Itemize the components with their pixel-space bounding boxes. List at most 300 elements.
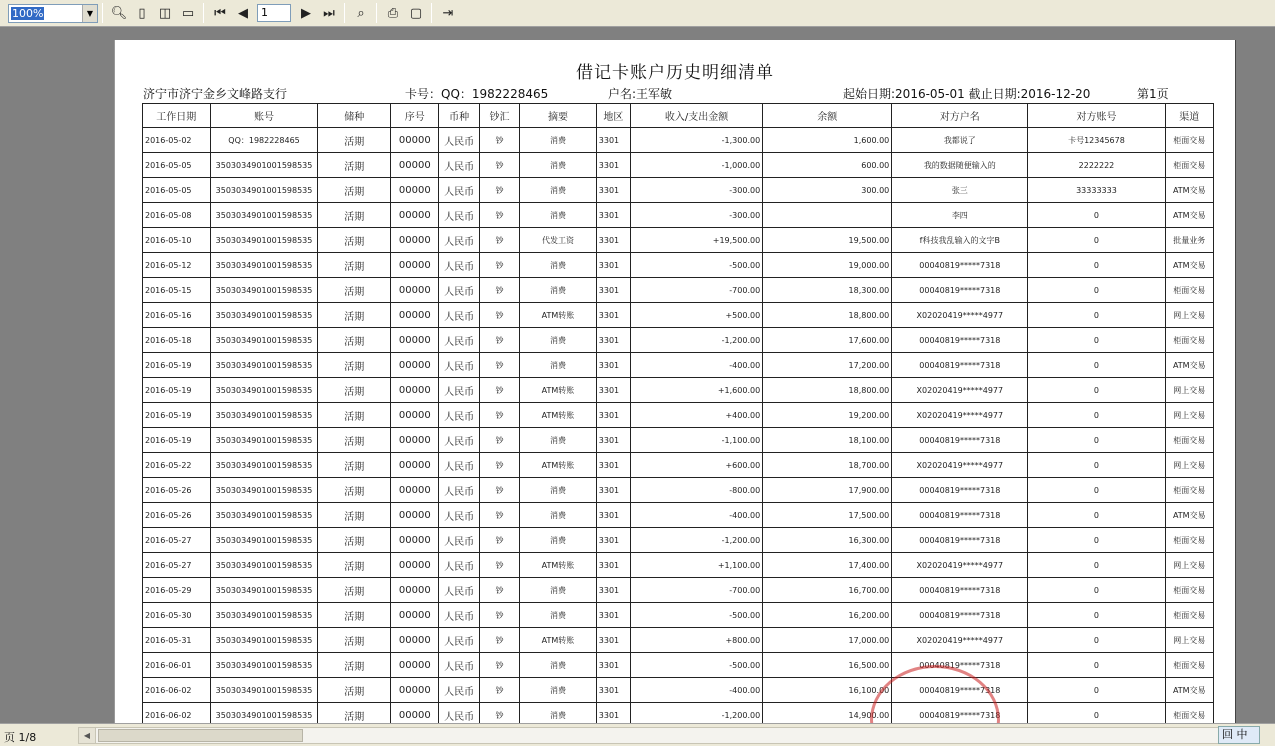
table-cell: 2016-05-05 xyxy=(143,153,211,178)
table-cell: 柜面交易 xyxy=(1165,278,1213,303)
table-cell: 网上交易 xyxy=(1165,303,1213,328)
table-cell: 李四 xyxy=(892,203,1028,228)
table-row xyxy=(143,403,1214,428)
table-cell: 3503034901001598535 xyxy=(210,553,318,578)
table-cell: 2016-05-10 xyxy=(143,228,211,253)
table-cell: +400.00 xyxy=(631,403,763,428)
table-cell: 人民币 xyxy=(439,578,479,603)
table-cell: 消费 xyxy=(520,503,597,528)
table-cell: -500.00 xyxy=(631,653,763,678)
table-cell: 活期 xyxy=(318,228,391,253)
table-cell: 活期 xyxy=(318,578,391,603)
table-cell: 2016-05-27 xyxy=(143,553,211,578)
table-cell: 2016-05-12 xyxy=(143,253,211,278)
table-cell: ATM转账 xyxy=(520,303,597,328)
table-cell: 活期 xyxy=(318,603,391,628)
ime-indicator: 回 中 xyxy=(1218,726,1260,744)
table-cell: 3503034901001598535 xyxy=(210,603,318,628)
table-cell: 17,000.00 xyxy=(763,628,892,653)
table-cell: 3301 xyxy=(596,403,630,428)
next-page-icon[interactable]: ▶ xyxy=(301,5,311,21)
page-indicator: 页 1/8 xyxy=(4,731,37,744)
table-cell: 3503034901001598535 xyxy=(210,453,318,478)
table-cell: 网上交易 xyxy=(1165,378,1213,403)
table-cell: 人民币 xyxy=(439,503,479,528)
table-cell: 17,500.00 xyxy=(763,503,892,528)
table-cell: 钞 xyxy=(479,553,519,578)
table-cell: 0 xyxy=(1028,478,1165,503)
table-cell: 钞 xyxy=(479,628,519,653)
table-cell: 0 xyxy=(1028,453,1165,478)
table-cell: 00000 xyxy=(391,253,439,278)
table-cell: 活期 xyxy=(318,303,391,328)
table-cell: 人民币 xyxy=(439,603,479,628)
table-cell: 钞 xyxy=(479,528,519,553)
table-row xyxy=(143,353,1214,378)
table-cell: 活期 xyxy=(318,453,391,478)
page-icon[interactable]: ▯ xyxy=(138,5,146,21)
table-cell: 柜面交易 xyxy=(1165,128,1213,153)
table-row xyxy=(143,228,1214,253)
table-cell: ATM转账 xyxy=(520,628,597,653)
table-cell: 00000 xyxy=(391,378,439,403)
table-cell: 00000 xyxy=(391,503,439,528)
table-cell: 钞 xyxy=(479,328,519,353)
table-cell: 0 xyxy=(1028,353,1165,378)
table-cell: -1,200.00 xyxy=(631,528,763,553)
table-cell: 柜面交易 xyxy=(1165,153,1213,178)
table-cell: 消费 xyxy=(520,678,597,703)
table-cell: 00040819*****7318 xyxy=(892,328,1028,353)
column-header: 序号 xyxy=(391,104,439,128)
table-cell: 3301 xyxy=(596,153,630,178)
table-cell: 活期 xyxy=(318,203,391,228)
table-cell: 0 xyxy=(1028,378,1165,403)
table-row xyxy=(143,453,1214,478)
table-cell: X02020419*****4977 xyxy=(892,453,1028,478)
table-cell: ATM转账 xyxy=(520,378,597,403)
table-cell: 柜面交易 xyxy=(1165,603,1213,628)
table-cell: 钞 xyxy=(479,228,519,253)
exit-icon[interactable]: ⇥ xyxy=(442,5,454,21)
table-cell: 人民币 xyxy=(439,203,479,228)
table-row xyxy=(143,528,1214,553)
table-cell: 3503034901001598535 xyxy=(210,628,318,653)
table-cell: 0 xyxy=(1028,203,1165,228)
table-cell: 钞 xyxy=(479,378,519,403)
table-cell: 钞 xyxy=(479,428,519,453)
table-cell: 人民币 xyxy=(439,378,479,403)
table-cell: 2016-05-26 xyxy=(143,503,211,528)
table-cell: 0 xyxy=(1028,528,1165,553)
toolbar xyxy=(0,0,1275,27)
table-cell: 00000 xyxy=(391,228,439,253)
table-cell: 0 xyxy=(1028,278,1165,303)
horizontal-scrollbar[interactable] xyxy=(78,727,1228,744)
table-cell: 消费 xyxy=(520,153,597,178)
table-cell: 柜面交易 xyxy=(1165,578,1213,603)
table-cell: 00040819*****7318 xyxy=(892,253,1028,278)
table-cell: 钞 xyxy=(479,653,519,678)
table-cell: 2016-05-02 xyxy=(143,128,211,153)
table-cell: 卡号12345678 xyxy=(1028,128,1165,153)
table-cell: 16,500.00 xyxy=(763,653,892,678)
table-cell: X02020419*****4977 xyxy=(892,403,1028,428)
table-cell: 活期 xyxy=(318,178,391,203)
table-row xyxy=(143,303,1214,328)
table-cell: 3301 xyxy=(596,203,630,228)
table-cell: 00000 xyxy=(391,203,439,228)
separator xyxy=(376,3,377,23)
multi-page-icon[interactable]: ▭ xyxy=(181,5,195,21)
table-cell: +500.00 xyxy=(631,303,763,328)
table-cell: 3301 xyxy=(596,653,630,678)
column-header: 对方户名 xyxy=(892,104,1028,128)
table-cell: 00000 xyxy=(391,128,439,153)
table-cell: 0 xyxy=(1028,703,1165,728)
table-cell: 3503034901001598535 xyxy=(210,578,318,603)
table-cell: 3301 xyxy=(596,478,630,503)
table-cell: 3503034901001598535 xyxy=(210,378,318,403)
table-cell: -1,200.00 xyxy=(631,328,763,353)
table-cell: 2016-05-30 xyxy=(143,603,211,628)
table-cell: -400.00 xyxy=(631,503,763,528)
column-header: 渠道 xyxy=(1165,104,1213,128)
table-cell: 钞 xyxy=(479,703,519,728)
table-cell: 消费 xyxy=(520,278,597,303)
table-cell: +1,600.00 xyxy=(631,378,763,403)
table-cell: 活期 xyxy=(318,153,391,178)
table-cell: 0 xyxy=(1028,228,1165,253)
table-cell: 0 xyxy=(1028,328,1165,353)
first-page-icon[interactable]: ⏮ xyxy=(214,5,226,21)
table-cell: 3301 xyxy=(596,428,630,453)
column-header: 账号 xyxy=(210,104,318,128)
table-row xyxy=(143,478,1214,503)
table-cell: 0 xyxy=(1028,428,1165,453)
table-cell: 网上交易 xyxy=(1165,628,1213,653)
prev-page-icon[interactable]: ◀ xyxy=(238,5,248,21)
gray-margin xyxy=(1241,28,1275,723)
table-cell: 3503034901001598535 xyxy=(210,153,318,178)
export-icon[interactable]: ▢ xyxy=(409,5,423,21)
table-cell: 3301 xyxy=(596,228,630,253)
table-row xyxy=(143,503,1214,528)
table-cell: -500.00 xyxy=(631,253,763,278)
table-cell: 00000 xyxy=(391,478,439,503)
table-cell: 消费 xyxy=(520,528,597,553)
table-cell: 钞 xyxy=(479,178,519,203)
table-cell: 钞 xyxy=(479,603,519,628)
table-cell: 消费 xyxy=(520,478,597,503)
page-number-input[interactable]: 1 xyxy=(257,4,291,22)
table-cell: 3503034901001598535 xyxy=(210,303,318,328)
table-cell: 柜面交易 xyxy=(1165,478,1213,503)
table-cell: 柜面交易 xyxy=(1165,328,1213,353)
table-cell: 00040819*****7318 xyxy=(892,503,1028,528)
table-cell: 00000 xyxy=(391,553,439,578)
table-cell: 3301 xyxy=(596,678,630,703)
table-cell: -700.00 xyxy=(631,278,763,303)
table-cell: 2016-05-26 xyxy=(143,478,211,503)
table-cell: 柜面交易 xyxy=(1165,428,1213,453)
table-cell: 16,100.00 xyxy=(763,678,892,703)
table-cell: 2016-05-19 xyxy=(143,378,211,403)
table-cell: 00040819*****7318 xyxy=(892,653,1028,678)
table-row xyxy=(143,378,1214,403)
report-title: 借记卡账户历史明细清单 xyxy=(576,63,774,83)
table-cell: 0 xyxy=(1028,553,1165,578)
table-row xyxy=(143,203,1214,228)
table-cell: 18,800.00 xyxy=(763,378,892,403)
table-cell: X02020419*****4977 xyxy=(892,303,1028,328)
table-cell: 00040819*****7318 xyxy=(892,678,1028,703)
find-icon[interactable]: ⌕ xyxy=(357,5,365,21)
table-cell: 活期 xyxy=(318,378,391,403)
table-cell: 3301 xyxy=(596,528,630,553)
table-cell: QQ：1982228465 xyxy=(210,128,318,153)
table-cell: 消费 xyxy=(520,653,597,678)
table-cell: 人民币 xyxy=(439,478,479,503)
table-cell: 我的数据随便输入的 xyxy=(892,153,1028,178)
table-cell: 16,700.00 xyxy=(763,578,892,603)
table-row xyxy=(143,328,1214,353)
table-cell: 3503034901001598535 xyxy=(210,253,318,278)
search-icon[interactable]: 🔍︎ xyxy=(110,5,128,21)
column-header: 地区 xyxy=(596,104,630,128)
table-cell: -300.00 xyxy=(631,178,763,203)
table-cell: ATM转账 xyxy=(520,403,597,428)
table-cell: 2016-06-01 xyxy=(143,653,211,678)
table-row xyxy=(143,278,1214,303)
table-cell: -1,200.00 xyxy=(631,703,763,728)
table-cell: 00040819*****7318 xyxy=(892,278,1028,303)
table-cell: 钞 xyxy=(479,678,519,703)
table-row xyxy=(143,178,1214,203)
card-number: 卡号：QQ：1982228465 xyxy=(405,87,549,101)
table-row xyxy=(143,653,1214,678)
table-cell: 00000 xyxy=(391,303,439,328)
table-cell: 2016-05-19 xyxy=(143,353,211,378)
table-cell: -1,100.00 xyxy=(631,428,763,453)
table-row xyxy=(143,553,1214,578)
table-cell: 3301 xyxy=(596,303,630,328)
table-cell: 活期 xyxy=(318,553,391,578)
table-cell: 活期 xyxy=(318,503,391,528)
table-cell: 600.00 xyxy=(763,153,892,178)
table-cell: 00000 xyxy=(391,403,439,428)
table-cell: 人民币 xyxy=(439,528,479,553)
column-header: 收入/支出金额 xyxy=(631,104,763,128)
table-cell: 3301 xyxy=(596,628,630,653)
table-cell: 钞 xyxy=(479,578,519,603)
table-cell: 批量业务 xyxy=(1165,228,1213,253)
table-row xyxy=(143,253,1214,278)
table-cell: -500.00 xyxy=(631,603,763,628)
table-cell: 0 xyxy=(1028,578,1165,603)
table-cell: 活期 xyxy=(318,403,391,428)
table-cell: 00000 xyxy=(391,278,439,303)
table-cell: 人民币 xyxy=(439,303,479,328)
column-header: 币种 xyxy=(439,104,479,128)
table-cell: 网上交易 xyxy=(1165,453,1213,478)
table-cell: -800.00 xyxy=(631,478,763,503)
table-cell: +1,100.00 xyxy=(631,553,763,578)
table-cell: 2222222 xyxy=(1028,153,1165,178)
table-cell: 代发工资 xyxy=(520,228,597,253)
table-cell: 3503034901001598535 xyxy=(210,278,318,303)
table-cell: 00000 xyxy=(391,703,439,728)
table-cell: 2016-06-02 xyxy=(143,678,211,703)
table-cell: 2016-05-22 xyxy=(143,453,211,478)
table-cell: 00000 xyxy=(391,153,439,178)
table-cell: 00040819*****7318 xyxy=(892,428,1028,453)
table-cell: 人民币 xyxy=(439,553,479,578)
table-cell: 00000 xyxy=(391,528,439,553)
table-row xyxy=(143,153,1214,178)
table-cell: 3301 xyxy=(596,578,630,603)
report-page xyxy=(114,40,1236,730)
table-cell: 消费 xyxy=(520,353,597,378)
table-cell: 活期 xyxy=(318,128,391,153)
table-cell: 3503034901001598535 xyxy=(210,353,318,378)
transaction-table xyxy=(142,103,1214,728)
table-cell: 3301 xyxy=(596,453,630,478)
table-cell: 人民币 xyxy=(439,653,479,678)
table-cell: f科技我乱输入的文字B xyxy=(892,228,1028,253)
table-cell: 3301 xyxy=(596,253,630,278)
table-cell: 19,000.00 xyxy=(763,253,892,278)
table-cell: 0 xyxy=(1028,653,1165,678)
table-cell: 00040819*****7318 xyxy=(892,703,1028,728)
table-cell: 16,300.00 xyxy=(763,528,892,553)
column-header: 钞汇 xyxy=(479,104,519,128)
table-cell: 3301 xyxy=(596,703,630,728)
scroll-left-icon[interactable]: ◀ xyxy=(79,728,96,743)
table-cell: 活期 xyxy=(318,628,391,653)
table-cell: 2016-05-18 xyxy=(143,328,211,353)
table-cell: 00000 xyxy=(391,603,439,628)
scroll-thumb[interactable] xyxy=(98,729,303,742)
chevron-down-icon[interactable]: ▼ xyxy=(82,5,97,22)
table-cell: 16,200.00 xyxy=(763,603,892,628)
last-page-icon[interactable]: ⏭ xyxy=(323,5,335,21)
column-header: 摘要 xyxy=(520,104,597,128)
two-page-icon[interactable]: ◫ xyxy=(158,5,172,21)
table-row xyxy=(143,428,1214,453)
separator xyxy=(431,3,432,23)
table-cell: 人民币 xyxy=(439,178,479,203)
table-cell: 活期 xyxy=(318,353,391,378)
table-cell: 消费 xyxy=(520,328,597,353)
table-cell: 2016-06-02 xyxy=(143,703,211,728)
page-number: 第1页 xyxy=(1137,87,1169,101)
table-cell: 18,800.00 xyxy=(763,303,892,328)
table-row xyxy=(143,578,1214,603)
table-cell: 00000 xyxy=(391,628,439,653)
table-cell: 钞 xyxy=(479,253,519,278)
column-header: 余额 xyxy=(763,104,892,128)
table-cell: 人民币 xyxy=(439,353,479,378)
table-cell: 钞 xyxy=(479,353,519,378)
table-cell: +600.00 xyxy=(631,453,763,478)
table-cell: 人民币 xyxy=(439,678,479,703)
table-cell: 00000 xyxy=(391,178,439,203)
table-cell: 00040819*****7318 xyxy=(892,603,1028,628)
table-cell: X02020419*****4977 xyxy=(892,628,1028,653)
table-row xyxy=(143,603,1214,628)
table-cell: 消费 xyxy=(520,253,597,278)
table-cell: 活期 xyxy=(318,653,391,678)
table-cell: 300.00 xyxy=(763,178,892,203)
table-cell: 2016-05-19 xyxy=(143,428,211,453)
table-cell: 人民币 xyxy=(439,403,479,428)
table-cell: -300.00 xyxy=(631,203,763,228)
status-bar xyxy=(0,723,1275,746)
table-cell: 17,900.00 xyxy=(763,478,892,503)
zoom-select[interactable] xyxy=(8,4,98,23)
table-cell: 19,500.00 xyxy=(763,228,892,253)
table-cell: 消费 xyxy=(520,703,597,728)
table-cell: 3503034901001598535 xyxy=(210,178,318,203)
table-cell: 17,600.00 xyxy=(763,328,892,353)
branch-name: 济宁市济宁金乡文峰路支行 xyxy=(143,87,288,101)
table-cell: 3301 xyxy=(596,353,630,378)
table-cell: 3503034901001598535 xyxy=(210,703,318,728)
table-cell: 人民币 xyxy=(439,428,479,453)
column-header: 储种 xyxy=(318,104,391,128)
table-cell: 3301 xyxy=(596,128,630,153)
table-cell: ATM转账 xyxy=(520,453,597,478)
separator xyxy=(102,3,103,23)
table-cell: 人民币 xyxy=(439,328,479,353)
table-cell: 3301 xyxy=(596,603,630,628)
table-cell: 0 xyxy=(1028,303,1165,328)
zoom-value: 100% xyxy=(12,6,44,20)
table-cell: 活期 xyxy=(318,528,391,553)
table-cell: 3503034901001598535 xyxy=(210,653,318,678)
table-cell: 00000 xyxy=(391,353,439,378)
table-cell: 张三 xyxy=(892,178,1028,203)
table-cell: -1,000.00 xyxy=(631,153,763,178)
table-cell: 00000 xyxy=(391,453,439,478)
table-cell: 00000 xyxy=(391,653,439,678)
table-cell: 人民币 xyxy=(439,453,479,478)
table-cell: +19,500.00 xyxy=(631,228,763,253)
table-cell: 3301 xyxy=(596,503,630,528)
table-cell: 活期 xyxy=(318,703,391,728)
table-cell: 00040819*****7318 xyxy=(892,353,1028,378)
table-cell: 人民币 xyxy=(439,128,479,153)
column-header: 工作日期 xyxy=(143,104,211,128)
table-cell xyxy=(763,203,892,228)
table-cell: 消费 xyxy=(520,128,597,153)
print-icon[interactable]: ⎙ xyxy=(387,5,399,21)
table-cell: 00000 xyxy=(391,328,439,353)
table-cell: 3301 xyxy=(596,378,630,403)
table-cell: 钞 xyxy=(479,403,519,428)
table-cell: 2016-05-08 xyxy=(143,203,211,228)
table-cell: ATM交易 xyxy=(1165,353,1213,378)
account-name: 户名:王军敏 xyxy=(608,87,673,101)
table-cell: 3503034901001598535 xyxy=(210,203,318,228)
table-row xyxy=(143,128,1214,153)
table-cell: 3503034901001598535 xyxy=(210,678,318,703)
table-cell: 活期 xyxy=(318,328,391,353)
column-header: 对方账号 xyxy=(1028,104,1165,128)
table-cell: -400.00 xyxy=(631,353,763,378)
table-cell: 活期 xyxy=(318,278,391,303)
